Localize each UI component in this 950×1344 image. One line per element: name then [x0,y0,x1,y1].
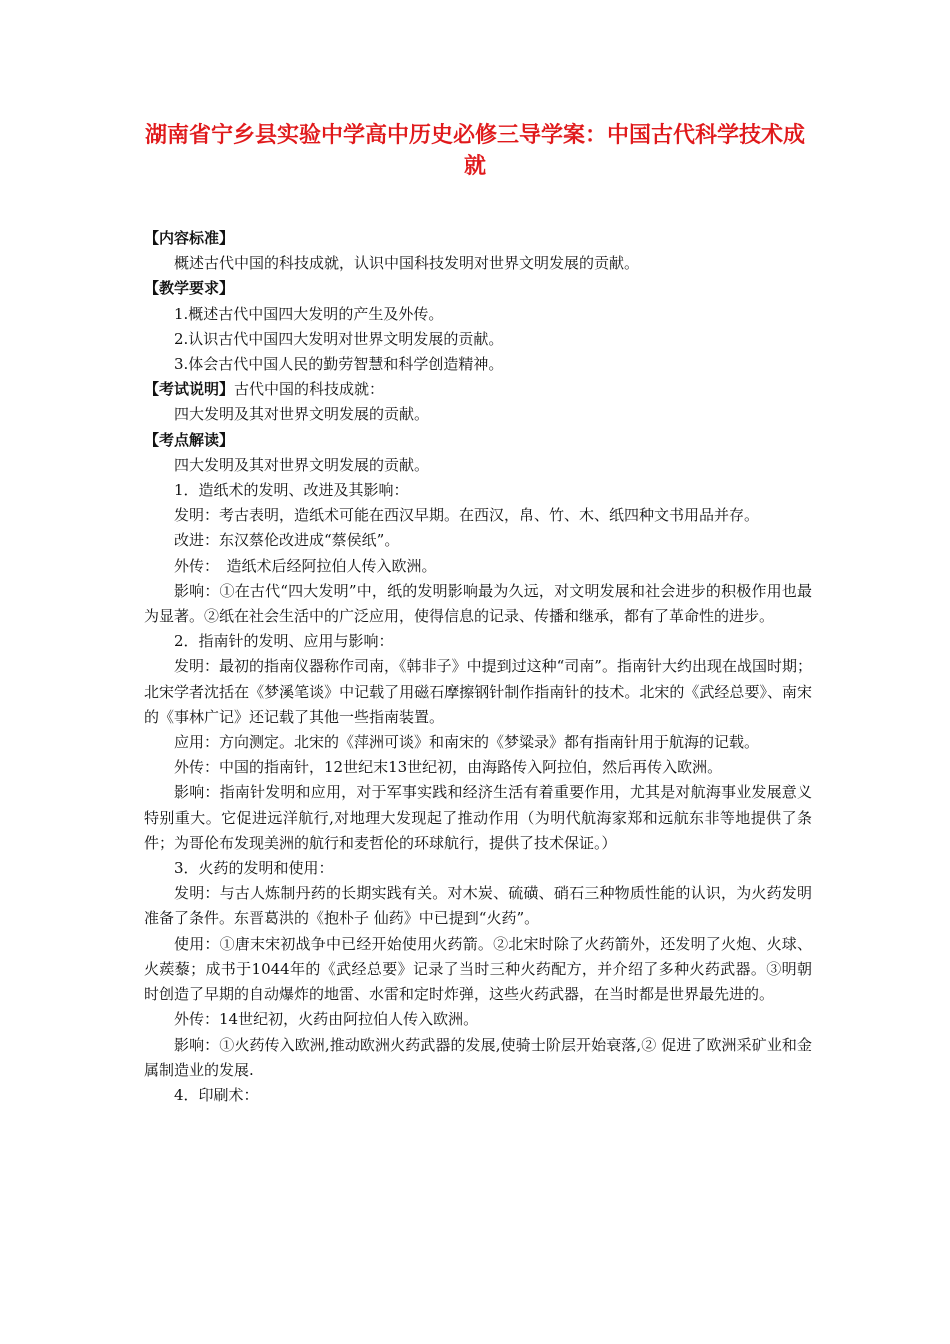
body-paragraph: 四大发明及其对世界文明发展的贡献。 [174,405,430,424]
body-paragraph: 3．火药的发明和使用： [174,859,334,878]
body-paragraph: 外传：14世纪初，火药由阿拉伯人传入欧洲。 [174,1010,479,1029]
body-paragraph: 应用：方向测定。北宋的《萍洲可谈》和南宋的《梦粱录》都有指南针用于航海的记载。 [174,733,760,752]
document-title: 湖南省宁乡县实验中学高中历史必修三导学案：中国古代科学技术成就 [144,123,805,179]
body-paragraph: 影响：①火药传入欧洲,推动欧洲火药武器的发展,使骑士阶层开始衰落,② 促进了欧洲采矿业和金属制造业的发展. [144,1035,812,1079]
body-paragraph: 1．造纸术的发明、改进及其影响： [174,481,409,500]
body-paragraph: 4．印刷术： [174,1085,259,1104]
section-heading-text: 古代中国的科技成就： [234,380,385,399]
section-heading: 【考点解读】 [144,430,235,449]
body-paragraph: 改进：东汉蔡伦改进成“蔡侯纸”。 [174,531,400,550]
body-paragraph: 发明：最初的指南仪器称作司南，《韩非子》中提到过这种“司南”。指南针大约出现在战国时期；北宋学者沈括在《梦溪笔谈》中记载了用磁石摩擦钢针制作指南针的技术。北宋的《武经总要》、南宋的《事林广记》还记载了其他一些指南装置。 [144,657,812,726]
body-paragraph: 影响：①在古代“四大发明”中，纸的发明影响最为久远，对文明发展和社会进步的积极作用也最为显著。②纸在社会生活中的广泛应用，使得信息的记录、传播和继承，都有了革命性的进步。 [144,581,812,626]
body-paragraph: 外传： 造纸术后经阿拉伯人传入欧洲。 [174,556,437,575]
body-paragraph: 1.概述古代中国四大发明的产生及外传。 [174,304,444,323]
section-heading: 【教学要求】 [144,279,235,298]
body-paragraph: 发明：与古人炼制丹药的长期实践有关。对木炭、硫磺、硝石三种物质性能的认识，为火药发明准备了条件。东晋葛洪的《抱朴子 仙药》中已提到“火药”。 [144,884,812,928]
section-heading: 【内容标准】 [144,229,235,247]
section-heading-with-text [144,377,812,402]
body-paragraph: 使用：①唐末宋初战争中已经开始使用火药箭。②北宋时除了火药箭外，还发明了火炮、火球、火蒺藜；成书于1044年的《武经总要》记录了当时三种火药配方，并介绍了多种火药武器。③明朝时创造了早期的自动爆炸的地雷、水雷和定时炸弹，这些火药武器，在当时都是世界最先进的。 [144,934,812,1004]
body-paragraph: 外传：中国的指南针，12世纪末13世纪初，由海路传入阿拉伯，然后再传入欧洲。 [174,758,723,777]
body-paragraph: 概述古代中国的科技成就，认识中国科技发明对世界文明发展的贡献。 [174,254,640,273]
body-paragraph: 3.体会古代中国人民的勤劳智慧和科学创造精神。 [174,355,504,374]
body-paragraph: 四大发明及其对世界文明发展的贡献。 [174,455,430,474]
section-heading-label: 【考试说明】 [144,380,235,399]
body-paragraph: 2．指南针的发明、应用与影响： [174,632,394,651]
body-paragraph: 2.认识古代中国四大发明对世界文明发展的贡献。 [174,329,504,348]
body-paragraph: 影响：指南针发明和应用，对于军事实践和经济生活有着重要作用，尤其是对航海事业发展意义特别重大。它促进远洋航行,对地理大发现起了推动作用（为明代航海家郑和远航东非等地提供了条件；为哥伦布发现美洲的航行和麦哲伦的环球航行，提供了技术保证。） [144,783,812,852]
document-body [144,226,812,1108]
body-paragraph: 发明：考古表明，造纸术可能在西汉早期。在西汉，帛、竹、木、纸四种文书用品并存。 [174,506,760,525]
